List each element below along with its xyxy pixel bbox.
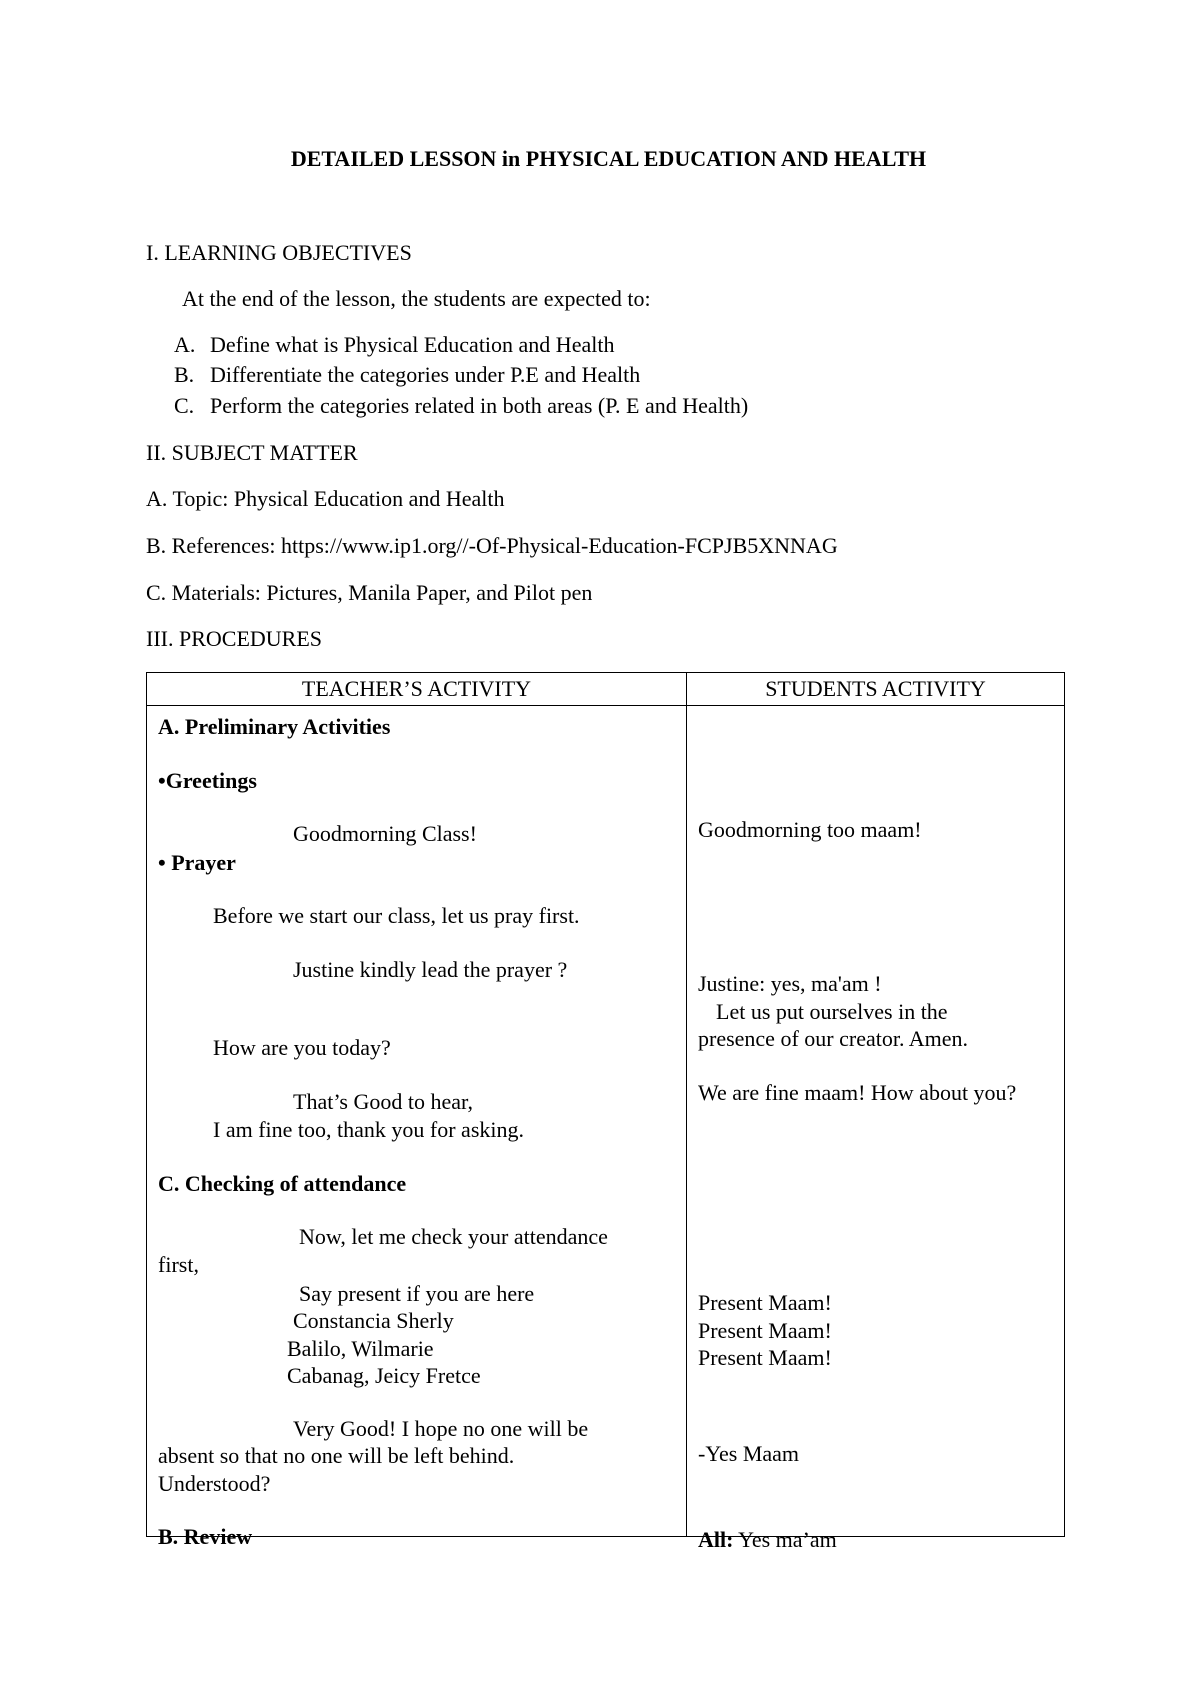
greetings-heading: •Greetings xyxy=(158,768,257,793)
students-all-label: All: xyxy=(698,1527,734,1552)
students-activity-header: STUDENTS ACTIVITY xyxy=(687,673,1065,706)
teacher-activity-cell xyxy=(147,706,687,1549)
objective-item-a-letter: A. xyxy=(174,332,196,357)
teacher-very-good-line-1: Very Good! I hope no one will be xyxy=(293,1416,589,1441)
students-present: Present Maam! xyxy=(698,1345,832,1370)
procedures-heading: III. PROCEDURES xyxy=(146,626,323,651)
objective-item-b: Differentiate the categories under P.E and Health xyxy=(210,362,641,387)
preliminary-activities-heading: A. Preliminary Activities xyxy=(158,714,391,739)
objective-item-b-letter: B. xyxy=(174,362,195,387)
subject-topic: A. Topic: Physical Education and Health xyxy=(146,486,505,511)
subject-heading: II. SUBJECT MATTER xyxy=(146,440,358,465)
teacher-check-line-1: Now, let me check your attendance xyxy=(299,1224,608,1249)
students-goodmorning-too: Goodmorning too maam! xyxy=(698,817,922,842)
students-fine-reply: We are fine maam! How about you? xyxy=(698,1080,1017,1105)
students-all-reply xyxy=(698,1527,837,1553)
teacher-justine-lead: Justine kindly lead the prayer ? xyxy=(293,957,568,982)
teacher-good-to-hear: That’s Good to hear, xyxy=(293,1089,473,1114)
teacher-check-line-2: first, xyxy=(158,1252,199,1277)
students-prayer-line-1: Let us put ourselves in the xyxy=(716,999,948,1024)
subject-materials: C. Materials: Pictures, Manila Paper, and Pilot pen xyxy=(146,580,593,605)
review-heading: B. Review xyxy=(158,1524,253,1549)
objective-item-c: Perform the categories related in both areas (P. E and Health) xyxy=(210,393,749,418)
students-all-text: Yes ma’am xyxy=(738,1527,837,1552)
students-yes-maam: -Yes Maam xyxy=(698,1441,800,1466)
procedures-table xyxy=(146,672,1065,1552)
prayer-heading: • Prayer xyxy=(158,850,236,875)
students-activity-cell xyxy=(687,706,1065,1552)
objective-item-a: Define what is Physical Education and Health xyxy=(210,332,615,357)
teacher-say-present: Say present if you are here xyxy=(299,1281,535,1306)
student-name: Balilo, Wilmarie xyxy=(287,1336,434,1361)
objective-item-c-letter: C. xyxy=(174,393,195,418)
student-name: Cabanag, Jeicy Fretce xyxy=(287,1363,481,1388)
subject-references: B. References: https://www.ip1.org//-Of-Physical-Education-FCPJB5XNNAG xyxy=(146,533,838,558)
students-justine-reply: Justine: yes, ma'am ! xyxy=(698,971,882,996)
teacher-before-start: Before we start our class, let us pray first. xyxy=(213,903,580,928)
document-title: DETAILED LESSON in PHYSICAL EDUCATION AND HEALTH xyxy=(290,146,927,171)
teacher-goodmorning: Goodmorning Class! xyxy=(293,821,477,846)
checking-attendance-heading: C. Checking of attendance xyxy=(158,1171,407,1196)
objectives-intro: At the end of the lesson, the students are expected to: xyxy=(182,286,651,311)
teacher-very-good-line-2: absent so that no one will be left behind. xyxy=(158,1443,515,1468)
students-prayer-line-2: presence of our creator. Amen. xyxy=(698,1026,968,1051)
teacher-fine-too: I am fine too, thank you for asking. xyxy=(213,1117,524,1142)
students-present: Present Maam! xyxy=(698,1318,832,1343)
student-name: Constancia Sherly xyxy=(293,1308,454,1333)
objectives-heading: I. LEARNING OBJECTIVES xyxy=(146,240,412,265)
teacher-how-are-you: How are you today? xyxy=(213,1035,391,1060)
students-present: Present Maam! xyxy=(698,1290,832,1315)
teacher-activity-header: TEACHER’S ACTIVITY xyxy=(147,673,687,706)
teacher-understood: Understood? xyxy=(158,1471,271,1496)
